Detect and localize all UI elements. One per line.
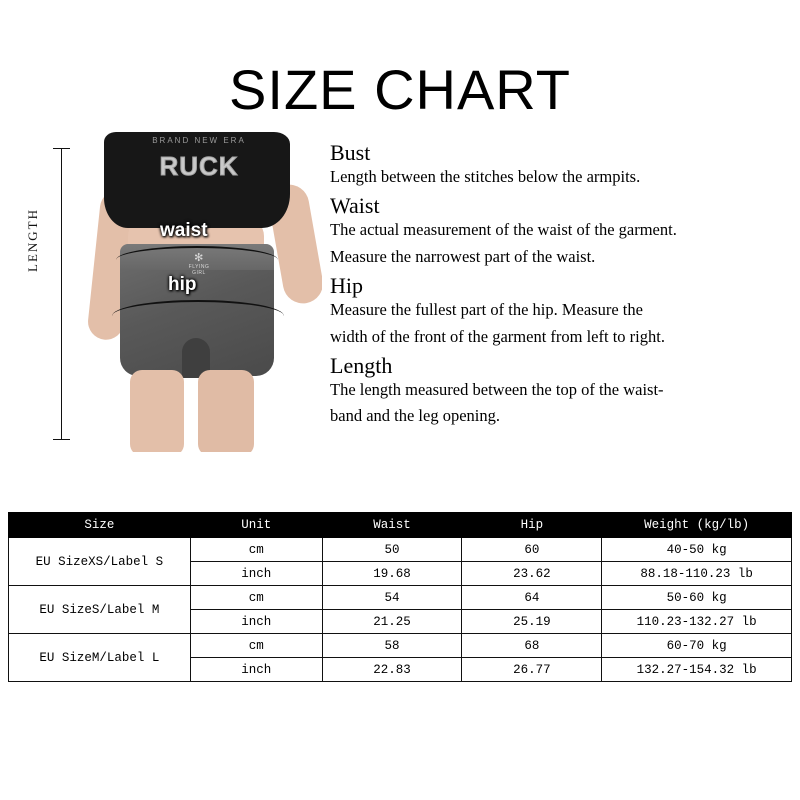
illustration-and-definitions <box>0 136 800 470</box>
definition-term-waist: Waist <box>330 192 380 218</box>
cell-waist-m-cm: 58 <box>322 634 462 658</box>
cell-hip-s-cm: 64 <box>462 586 602 610</box>
cell-weight-m-cm: 60-70 kg <box>602 634 792 658</box>
definition-length <box>330 353 778 428</box>
cell-weight-xs-inch: 88.18-110.23 lb <box>602 562 792 586</box>
definition-bust <box>330 140 778 188</box>
cell-unit-s-inch: inch <box>190 610 322 634</box>
size-chart-table <box>8 512 792 682</box>
cell-waist-s-inch: 21.25 <box>322 610 462 634</box>
model-photo <box>86 132 322 452</box>
column-header-size: Size <box>9 513 191 538</box>
definition-text-waist-line-2: Measure the narrowest part of the waist. <box>330 246 596 266</box>
length-label: LENGTH <box>25 208 40 272</box>
definition-term-hip: Hip <box>330 272 363 298</box>
cell-hip-m-cm: 68 <box>462 634 602 658</box>
cell-unit-s-cm: cm <box>190 586 322 610</box>
cell-hip-m-inch: 26.77 <box>462 658 602 682</box>
definition-term-length: Length <box>330 352 393 378</box>
table-row <box>9 586 792 610</box>
page-title: SIZE CHART <box>229 58 571 121</box>
definition-waist <box>330 193 778 268</box>
cell-waist-xs-inch: 19.68 <box>322 562 462 586</box>
cell-weight-s-cm: 50-60 kg <box>602 586 792 610</box>
cell-hip-xs-inch: 23.62 <box>462 562 602 586</box>
cell-weight-m-inch: 132.27-154.32 lb <box>602 658 792 682</box>
cell-unit-xs-inch: inch <box>190 562 322 586</box>
column-header-waist: Waist <box>322 513 462 538</box>
cell-size-m: EU SizeM/Label L <box>9 634 191 682</box>
cell-size-xs: EU SizeXS/Label S <box>9 538 191 586</box>
model-right-leg <box>198 370 254 452</box>
cell-waist-m-inch: 22.83 <box>322 658 462 682</box>
cell-unit-m-cm: cm <box>190 634 322 658</box>
cell-unit-m-inch: inch <box>190 658 322 682</box>
cell-waist-s-cm: 54 <box>322 586 462 610</box>
column-header-unit: Unit <box>190 513 322 538</box>
cell-hip-s-inch: 25.19 <box>462 610 602 634</box>
definition-text-hip-line-1: Measure the fullest part of the hip. Measure the <box>330 299 643 319</box>
tshirt-subtext: BRAND NEW ERA <box>152 136 246 145</box>
definition-text-length-line-1: The length measured between the top of the waist- <box>330 379 664 399</box>
column-header-hip: Hip <box>462 513 602 538</box>
hip-tag-label: hip <box>168 274 197 295</box>
definition-hip <box>330 273 778 348</box>
length-measure-bracket <box>48 148 74 440</box>
definition-text-bust-line-1: Length between the stitches below the armpits. <box>330 166 641 186</box>
cell-size-s: EU SizeS/Label M <box>9 586 191 634</box>
table-row <box>9 634 792 658</box>
cell-weight-xs-cm: 40-50 kg <box>602 538 792 562</box>
table-header-row <box>9 513 792 538</box>
cell-weight-s-inch: 110.23-132.27 lb <box>602 610 792 634</box>
model-left-leg <box>130 370 184 452</box>
brand-mark-icon: ✻ <box>194 252 204 264</box>
brand-logo-text: FLYING GIRL <box>188 264 210 276</box>
definition-term-bust: Bust <box>330 140 371 165</box>
length-measure-cap-bottom <box>53 439 70 440</box>
waist-tag-label: waist <box>160 220 208 241</box>
cell-waist-xs-cm: 50 <box>322 538 462 562</box>
column-header-weight: Weight (kg/lb) <box>602 513 792 538</box>
model-tshirt <box>104 132 290 228</box>
table-row <box>9 538 792 562</box>
tshirt-print: RUCK <box>159 151 239 181</box>
definition-text-waist-line-1: The actual measurement of the waist of the garment. <box>330 219 677 239</box>
definition-text-length-line-2: band and the leg opening. <box>330 406 500 426</box>
cell-unit-xs-cm: cm <box>190 538 322 562</box>
length-measure-cap-top <box>53 148 70 149</box>
definitions-list <box>330 140 778 432</box>
length-measure-line <box>61 148 62 440</box>
cell-hip-xs-cm: 60 <box>462 538 602 562</box>
definition-text-hip-line-2: width of the front of the garment from left to right. <box>330 326 665 346</box>
